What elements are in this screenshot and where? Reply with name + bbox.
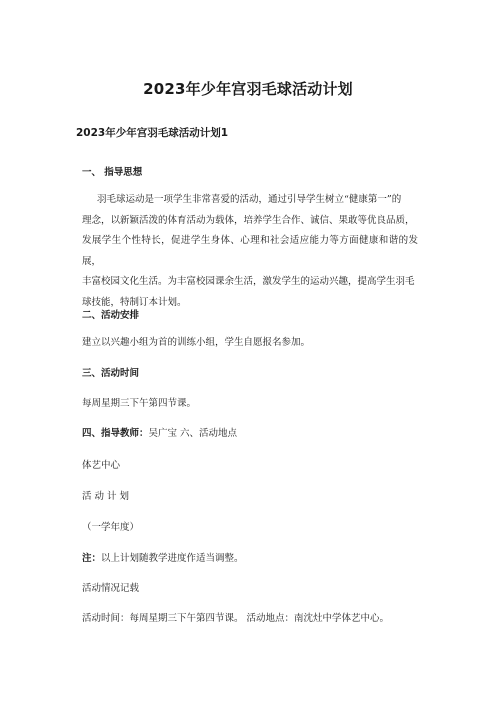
paragraph-line: 球技能，特制订本计划。 — [82, 296, 187, 308]
location-text: 体艺中心 — [82, 460, 121, 471]
section-3-heading: 三、活动时间 — [82, 368, 140, 379]
document-subtitle: 2023年少年宫羽毛球活动计划1 — [76, 127, 229, 139]
paragraph-line: 羽毛球运动是一项学生非常喜爱的活动，通过引导学生树立“健康第一”的 — [97, 194, 402, 205]
note-label: 注： — [82, 553, 102, 564]
note-text: 以上计划随教学进度作适当调整。 — [101, 553, 244, 564]
section-4-text: 吴广宝 六、活动地点 — [148, 428, 238, 439]
record-label: 活动情况记载 — [82, 583, 140, 594]
year-label: （一学年度） — [82, 522, 140, 533]
section-4-line — [82, 425, 237, 439]
document-title: 2023年少年宫羽毛球活动计划 — [143, 80, 353, 98]
record-text: 活动时间：每周星期三下午第四节课。 活动地点：南沈灶中学体艺中心。 — [82, 613, 390, 624]
section-1-heading: 一、 指导思想 — [82, 167, 143, 178]
section-3-text: 每周星期三下午第四节课。 — [82, 398, 197, 409]
note-line — [82, 550, 244, 564]
section-2-heading: 二、活动安排 — [82, 310, 140, 321]
plan-label: 活 动 计 划 — [82, 491, 130, 502]
paragraph-line: 丰富校园文化生活。为丰富校园课余生活，激发学生的运动兴趣，提高学生羽毛 — [82, 276, 415, 287]
paragraph-line: 理念，以新颖活泼的体育活动为载体，培养学生合作、诚信、果敢等优良品质， — [82, 214, 415, 226]
section-2-text: 建立以兴趣小组为首的训练小组，学生自愿报名参加。 — [82, 337, 311, 348]
section-4-label: 四、指导教师： — [82, 428, 149, 439]
paragraph-line: 发展学生个性特长，促进学生身体、心理和社会适应能力等方面健康和谐的发展， — [82, 235, 418, 267]
section-1-paragraph — [82, 190, 418, 313]
